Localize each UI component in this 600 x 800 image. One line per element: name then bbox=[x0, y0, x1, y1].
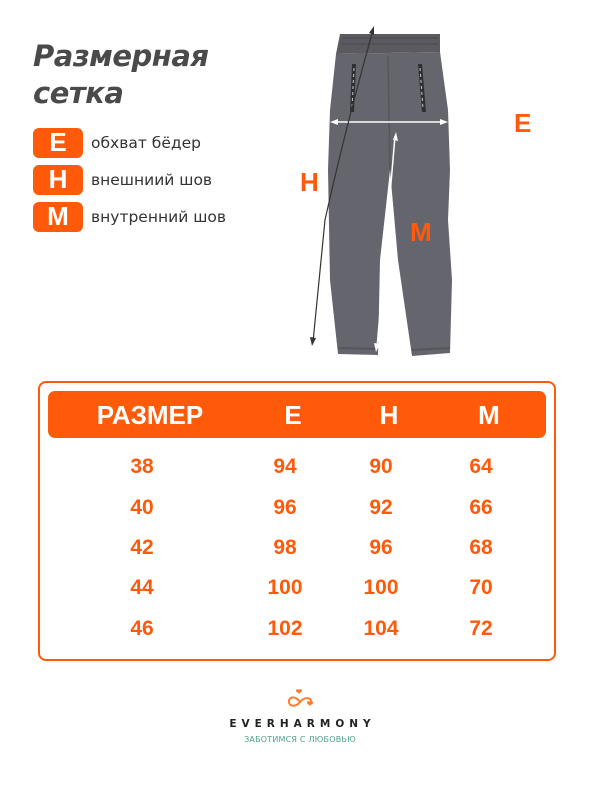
cell-size: 44 bbox=[130, 576, 154, 599]
cell-size: 40 bbox=[130, 496, 154, 519]
trousers-icon bbox=[300, 20, 550, 365]
column-header-size: РАЗМЕР bbox=[96, 400, 204, 430]
cell-m: 64 bbox=[469, 455, 493, 478]
brand-logo bbox=[0, 688, 600, 744]
cell-h: 96 bbox=[369, 536, 393, 559]
legend-item-e bbox=[33, 127, 226, 158]
title-line-2: сетка bbox=[33, 76, 124, 110]
cell-e: 102 bbox=[267, 617, 303, 640]
legend-item-m bbox=[33, 201, 226, 232]
column-header-e: E bbox=[284, 400, 302, 430]
mark-e: E bbox=[514, 108, 532, 138]
mark-m: M bbox=[410, 217, 432, 247]
legend-badge-m: M bbox=[33, 202, 83, 232]
cell-h: 100 bbox=[363, 576, 399, 599]
legend-badge-e: E bbox=[33, 128, 83, 158]
title-line-1: Размерная bbox=[33, 39, 209, 73]
cell-m: 68 bbox=[469, 536, 493, 559]
cell-size: 46 bbox=[130, 617, 154, 640]
cell-h: 104 bbox=[363, 617, 399, 640]
cell-m: 70 bbox=[469, 576, 493, 599]
infinity-heart-icon bbox=[283, 688, 317, 710]
brand-tagline: ЗАБОТИМСЯ С ЛЮБОВЬЮ bbox=[244, 735, 356, 744]
table-header bbox=[48, 391, 546, 438]
legend-label-h: внешниий шов bbox=[91, 170, 213, 189]
trousers-figure bbox=[300, 20, 550, 365]
legend-label-e: обхват бёдер bbox=[91, 133, 201, 152]
legend-badge-h: H bbox=[33, 165, 83, 195]
cell-h: 90 bbox=[369, 455, 393, 478]
column-header-h: H bbox=[379, 400, 399, 430]
brand-name: EVERHARMONY bbox=[229, 718, 376, 730]
size-table bbox=[38, 381, 556, 661]
cell-m: 66 bbox=[469, 496, 493, 519]
cell-e: 98 bbox=[273, 536, 297, 559]
cell-e: 100 bbox=[267, 576, 303, 599]
legend-label-m: внутренний шов bbox=[91, 207, 226, 226]
cell-h: 92 bbox=[369, 496, 393, 519]
mark-h: H bbox=[300, 167, 319, 197]
cell-size: 38 bbox=[130, 455, 154, 478]
legend bbox=[33, 127, 226, 238]
cell-size: 42 bbox=[130, 536, 154, 559]
column-header-m: M bbox=[478, 400, 500, 430]
legend-item-h bbox=[33, 164, 226, 195]
cell-m: 72 bbox=[469, 617, 493, 640]
page-title bbox=[33, 38, 209, 112]
cell-e: 94 bbox=[273, 455, 297, 478]
cell-e: 96 bbox=[273, 496, 297, 519]
